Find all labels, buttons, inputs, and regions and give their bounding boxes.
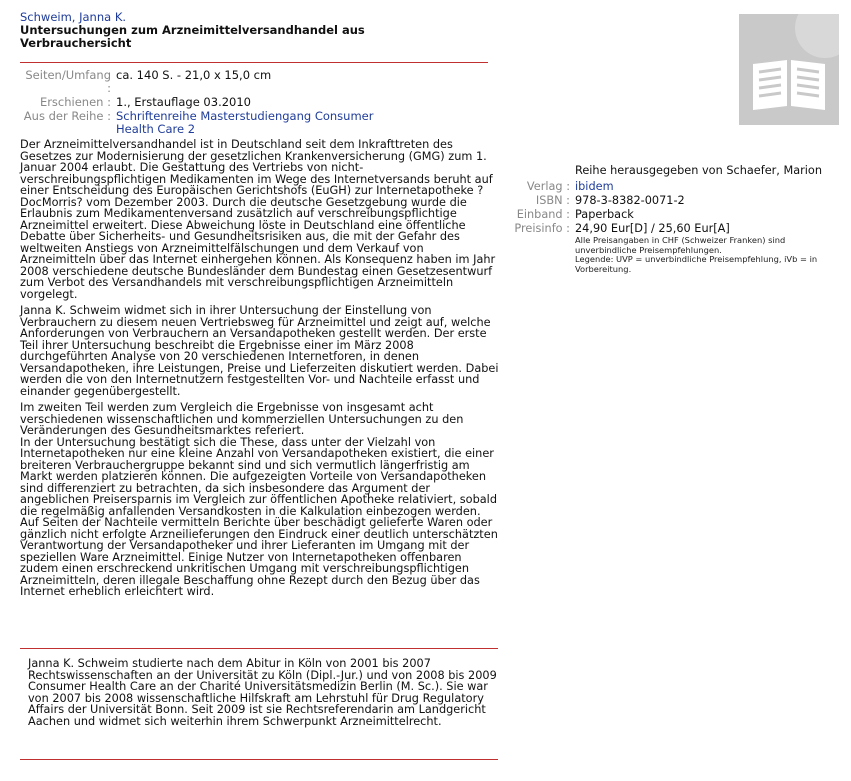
series-link[interactable]: Schriftenreihe Masterstudiengang Consumer Health Care 2 — [116, 109, 374, 136]
book-title: Untersuchungen zum Arzneimittelversandhandel aus Verbrauchersicht — [20, 23, 365, 50]
isbn-label: ISBN : — [535, 194, 570, 207]
binding-label: Einband : — [516, 208, 570, 221]
divider-middle — [20, 648, 498, 649]
description-paragraph-1: Der Arzneimittelversandhandel ist in Deutschland seit dem Inkrafttreten des Gesetzes zur Modernisierung der gesetzlichen Krankenversicherung (GMG) zum 1. Januar 2004 erlaubt. Die Gestattung des Vertriebs von nicht-verschreibungspflichtigen Medikamenten im Wege des Internetversands beruht auf einer Entscheidung des Europäischen Gerichtshofs (EuGH) zur Internetapotheke ?DocMorris? vom Dezember 2003. Durch die deutsche Gesetzgebung wurde die Erlaubnis zum Medikamentenversand zusätzlich auf verschreibungspflichtige Arzneimittel erweitert. Diese Abweichung löste in Deutschland eine öffentliche Debatte über Sicherheits- und Gesundheitsrisiken aus, die mit der Gefahr des weltweiten Anstiegs von Arzneimittelfälschungen und dem Verkauf von Arzneimitteln über das Internet einhergehen können. Als Konsequenz haben im Jahr 2008 verschiedene deutsche Bundesländer dem Bundestag einen Gesetzesentwurf zum Verbot des Versandhandels mit verschreibungspflichtigen Arzneimitteln vorgelegt. — [20, 138, 496, 301]
publisher-link[interactable]: ibidem — [575, 180, 614, 193]
series-editor: Reihe herausgegeben von Schaefer, Marion — [575, 164, 823, 177]
price-label: Preisinfo : — [514, 222, 570, 235]
series-label: Aus der Reihe : — [23, 109, 111, 123]
description-paragraph-2: Janna K. Schweim widmet sich in ihrer Untersuchung der Einstellung von Verbrauchern zu diesem neuen Vertriebsweg für Arzneimittel und zeigt auf, welche Anforderungen von Verbrauchern an Versandapotheken gestellt werden. Der erste Teil ihrer Untersuchung beschreibt die Ergebnisse einer im März 2008 durchgeführten Analyse von 20 verschiedenen Internetforen, in denen Versandapotheken, ihre Leistungen, Preise und Lieferzeiten diskutiert werden. Dabei werden die von den Internetnutzern festgestellten Vor- und Nachteile erfasst und einander gegenübergestellt. — [20, 304, 499, 398]
product-details — [510, 180, 840, 274]
pages-label: Seiten/Umfang : — [25, 68, 111, 95]
book-meta — [20, 69, 373, 137]
author-bio: Janna K. Schweim studierte nach dem Abitur in Köln von 2001 bis 2007 Rechtswissenschaften an der Universität zu Köln (Dipl.-Jur.) und von 2008 bis 2009 Consumer Health Care an der Charité Universitätsmedizin Berlin (M. Sc.). Sie war von 2007 bis 2008 wissenschaftliche Hilfskraft am Lehrstuhl für Drug Regulatory Affairs der Universität Bonn. Seit 2009 ist sie Rechtsreferendarin am Landgericht Aachen und widmet sich weiterhin ihrem Schwerpunkt Arzneimittelrecht. — [28, 657, 497, 728]
book-cover-placeholder[interactable] — [739, 14, 839, 125]
published-value: 1., Erstauflage 03.2010 — [116, 95, 251, 109]
binding-value: Paperback — [575, 208, 634, 221]
price-value: 24,90 Eur[D] / 25,60 Eur[A] — [575, 222, 730, 235]
book-placeholder-icon — [739, 14, 839, 125]
pages-value: ca. 140 S. - 21,0 x 15,0 cm — [116, 68, 272, 82]
published-label: Erschienen : — [39, 95, 111, 109]
isbn-value: 978-3-8382-0071-2 — [575, 194, 685, 207]
author-link[interactable]: Schweim, Janna K. — [20, 10, 127, 24]
price-legend: Legende: UVP = unverbindliche Preisempfehlung, iVb = in Vorbereitung. — [575, 254, 818, 274]
divider-top — [20, 62, 488, 63]
book-description — [20, 139, 500, 603]
divider-bottom — [20, 759, 498, 760]
description-paragraph-3: Im zweiten Teil werden zum Vergleich die Ergebnisse von insgesamt acht verschiedenen wissenschaftlichen und kommerziellen Untersuchungen zu den Veränderungen des Gesundheitsmarktes referiert. — [20, 401, 464, 437]
description-paragraph-4: In der Untersuchung bestätigt sich die These, dass unter der Vielzahl von Internetapotheken nur eine kleine Anzahl von Versandapotheken existiert, die einer breiteren Verbrauchergruppe bekannt sind und sich vermutlich längerfristig am Markt werden platzieren können. Die aufgezeigten Vorteile von Versandapotheken sind differenziert zu betrachten, da sich insbesondere das Argument der angeblichen Preisersparnis im Vergleich zur öffentlichen Apotheke relativiert, sobald die regelmäßig anfallenden Versandkosten in die Kalkulation einbezogen werden. Auf Seiten der Nachteile vermitteln Berichte über beschädigt gelieferte Waren oder gänzlich nicht erfolgte Arzneilieferungen den Eindruck einer deutlich unterschätzten Verantwortung der Versandapotheker und ihrer Lieferanten im Umgang mit der speziellen Ware Arzneimittel. Einige Nutzer von Internetapotheken offenbaren zudem einen erschreckend unkritischen Umgang mit verschreibungspflichtigen Arzneimitteln, deren illegale Beschaffung ohne Rezept durch den Bezug über das Internet erheblich erleichtert wird. — [20, 435, 498, 598]
price-note: Alle Preisangaben in CHF (Schweizer Franken) sind unverbindliche Preisempfehlungen. — [575, 235, 786, 255]
publisher-label: Verlag : — [526, 180, 570, 193]
